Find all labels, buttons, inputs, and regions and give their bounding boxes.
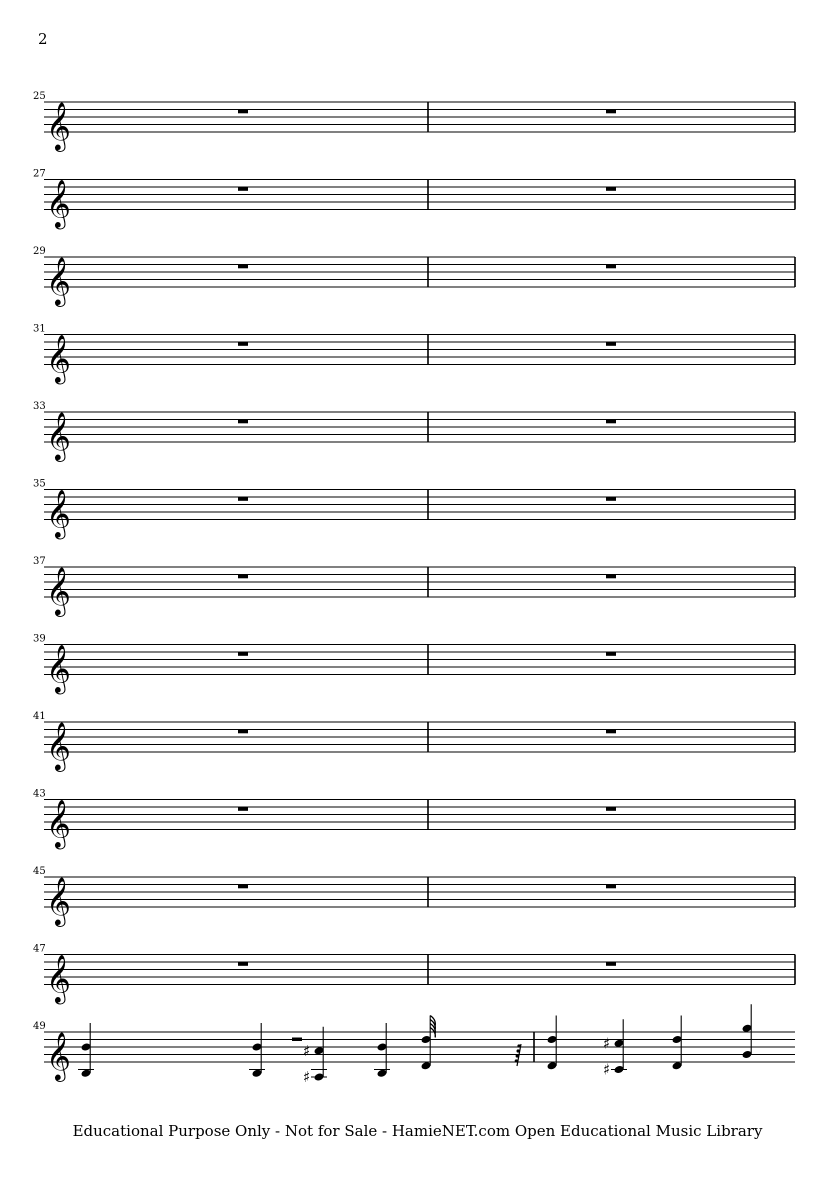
treble-clef-icon: 𝄞 — [46, 411, 71, 460]
whole-rest — [606, 962, 616, 966]
staff — [44, 645, 795, 675]
treble-clef-icon: 𝄞 — [46, 876, 71, 925]
staff — [44, 1032, 795, 1062]
sharp-icon: ♯ — [603, 1034, 611, 1053]
whole-rest — [606, 110, 616, 114]
whole-rest — [238, 187, 248, 191]
page-number: 2 — [38, 30, 48, 48]
chord — [249, 1023, 265, 1078]
staff — [44, 800, 795, 830]
treble-clef-icon: 𝄞 — [46, 1031, 71, 1080]
whole-rest — [238, 807, 248, 811]
sharp-icon: ♯ — [303, 1068, 311, 1086]
whole-rest — [238, 342, 248, 346]
treble-clef-icon: 𝄞 — [46, 333, 71, 383]
whole-rest — [238, 497, 248, 501]
measure-number: 43 — [33, 788, 46, 800]
whole-rest — [606, 265, 616, 269]
measure-number: 27 — [33, 168, 46, 180]
whole-rest — [606, 342, 616, 346]
measure-number: 47 — [33, 943, 46, 955]
whole-rest — [238, 265, 248, 269]
measure-number: 39 — [33, 633, 46, 645]
sharp-icon: ♯ — [603, 1060, 611, 1079]
measure-number: 49 — [33, 1021, 46, 1032]
rest — [292, 1038, 302, 1042]
chord — [603, 1019, 627, 1078]
footer-text: Educational Purpose Only - Not for Sale - HamieNET.com Open Educational Music Library — [72, 1122, 763, 1140]
treble-clef-icon: 𝄞 — [46, 953, 71, 1003]
treble-clef-icon: 𝄞 — [46, 798, 71, 848]
staff — [44, 412, 795, 442]
chord — [303, 1027, 327, 1086]
treble-clef-icon: 𝄞 — [46, 178, 71, 228]
rest-flag — [517, 1049, 520, 1052]
treble-clef-icon: 𝄞 — [46, 256, 71, 305]
measure-number: 45 — [33, 866, 46, 877]
staff — [44, 955, 795, 985]
chord — [78, 1023, 94, 1078]
staff — [44, 567, 795, 597]
chord — [374, 1023, 390, 1078]
whole-rest — [238, 652, 248, 656]
whole-rest — [606, 807, 616, 811]
staff — [44, 490, 795, 520]
sharp-icon: ♯ — [303, 1041, 311, 1060]
measure-number: 31 — [33, 323, 46, 335]
whole-rest — [606, 575, 616, 579]
treble-clef-icon: 𝄞 — [46, 721, 71, 770]
whole-rest — [606, 497, 616, 501]
staff — [44, 180, 795, 210]
measure-number: 25 — [33, 91, 46, 102]
treble-clef-icon: 𝄞 — [46, 101, 71, 150]
whole-rest — [238, 885, 248, 889]
staff — [44, 257, 795, 287]
staff — [44, 335, 795, 365]
whole-rest — [606, 652, 616, 656]
measure-number: 41 — [33, 711, 46, 722]
rest-flag — [515, 1059, 518, 1062]
whole-rest — [238, 575, 248, 579]
whole-rest — [238, 420, 248, 424]
whole-rest — [606, 420, 616, 424]
measure-number: 37 — [33, 556, 46, 567]
whole-rest — [238, 962, 248, 966]
whole-rest — [606, 187, 616, 191]
measure-number: 35 — [33, 478, 46, 490]
staff — [44, 722, 795, 752]
treble-clef-icon: 𝄞 — [46, 643, 71, 693]
measure-number: 33 — [33, 401, 46, 412]
treble-clef-icon: 𝄞 — [46, 488, 71, 538]
treble-clef-icon: 𝄞 — [46, 566, 71, 615]
whole-rest — [606, 885, 616, 889]
whole-rest — [238, 110, 248, 114]
whole-rest — [238, 730, 248, 734]
staff — [44, 102, 795, 132]
measure-number: 29 — [33, 246, 46, 257]
rest-flag — [516, 1054, 519, 1057]
rest-flag — [517, 1044, 520, 1047]
staff — [44, 877, 795, 907]
whole-rest — [606, 730, 616, 734]
